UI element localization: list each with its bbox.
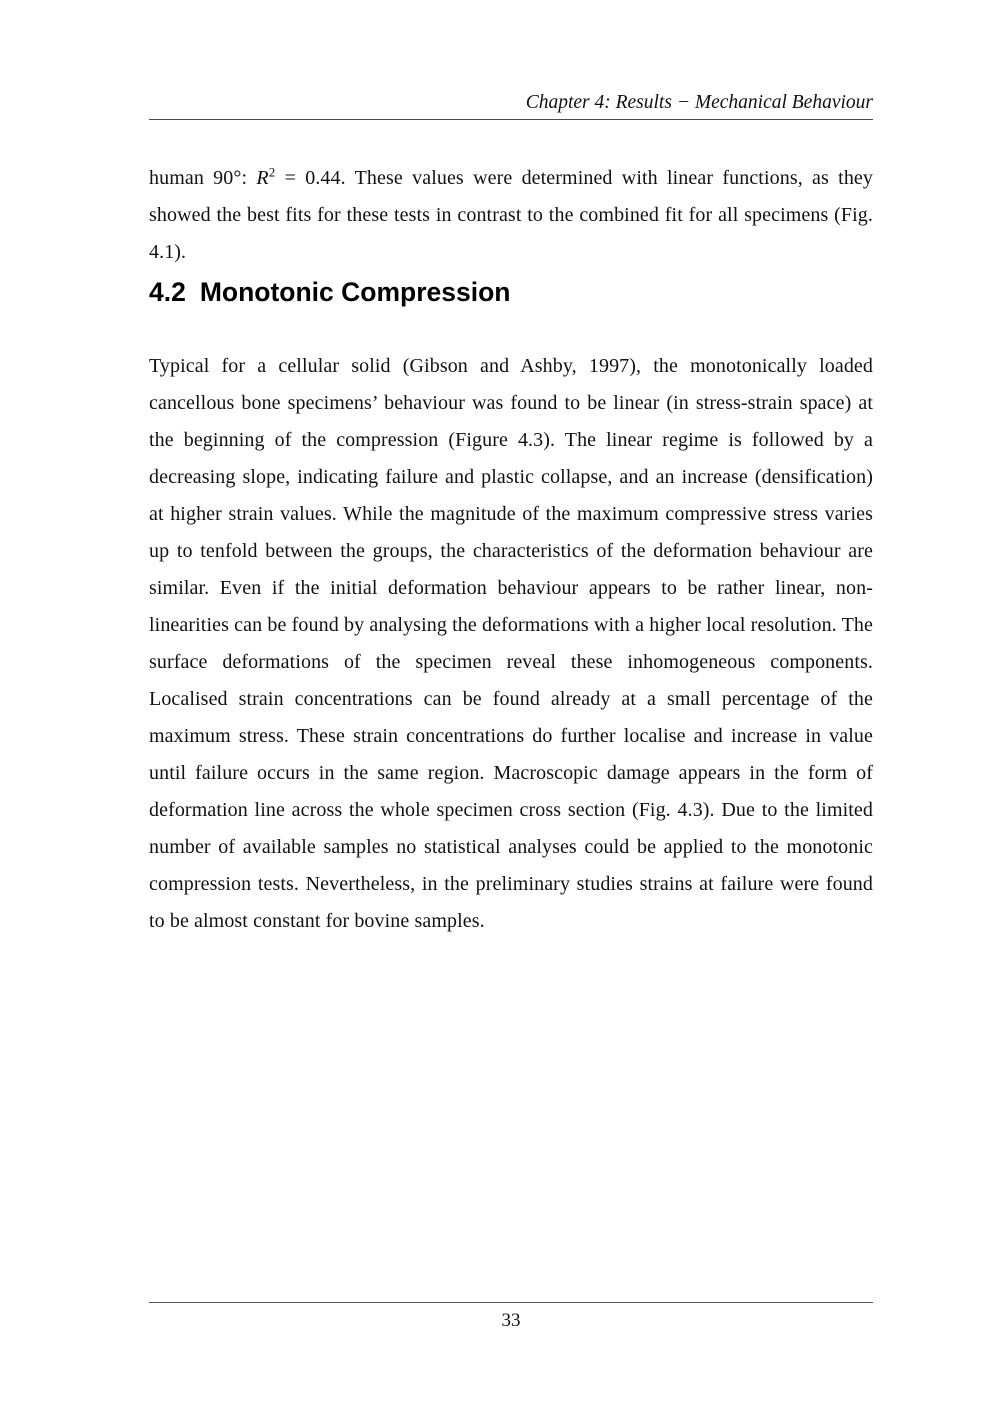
intro-text-before: human 90°: (149, 167, 257, 189)
section-heading (149, 276, 873, 308)
intro-paragraph (149, 160, 873, 271)
page-header (149, 0, 873, 120)
math-exponent: 2 (268, 164, 276, 180)
section-title: Monotonic Compression (199, 277, 511, 307)
intro-text-after: = 0.44. These values were determined with linear functions, as they showed the best fits for these tests in contrast to the combined fit for all specimens (Fig. 4.1). (149, 167, 874, 263)
page-number: 33 (501, 1310, 521, 1331)
section-number: 4.2 (149, 277, 186, 307)
math-r-variable: R (256, 167, 269, 189)
page-footer (149, 1302, 873, 1303)
header-rule (149, 119, 873, 120)
body-paragraph: Typical for a cellular solid (Gibson and Ashby, 1997), the monotonically loaded cancellous bone specimens’ behaviour was found to be linear (in stress-strain space) at the beginning of the compression (Figure 4.3). The linear regime is followed by a decreasing slope, indicating failure and plastic collapse, and an increase (densification) at higher strain values. While the magnitude of the maximum compressive stress varies up to tenfold between the groups, the characteristics of the deformation behaviour are similar. Even if the initial deformation behaviour appears to be rather linear, non-linearities can be found by analysing the deformations with a higher local resolution. The surface deformations of the specimen reveal these inhomogeneous components. Localised strain concentrations can be found already at a small percentage of the maximum stress. These strain concentrations do further localise and increase in value until failure occurs in the same region. Macroscopic damage appears in the form of deformation line across the whole specimen cross section (Fig. 4.3). Due to the limited number of available samples no statistical analyses could be applied to the monotonic compression tests. Nevertheless, in the preliminary studies strains at failure were found to be almost constant for bovine samples. (149, 355, 873, 932)
running-head: Chapter 4: Results − Mechanical Behaviour (525, 92, 873, 113)
footer-rule (149, 1302, 873, 1303)
